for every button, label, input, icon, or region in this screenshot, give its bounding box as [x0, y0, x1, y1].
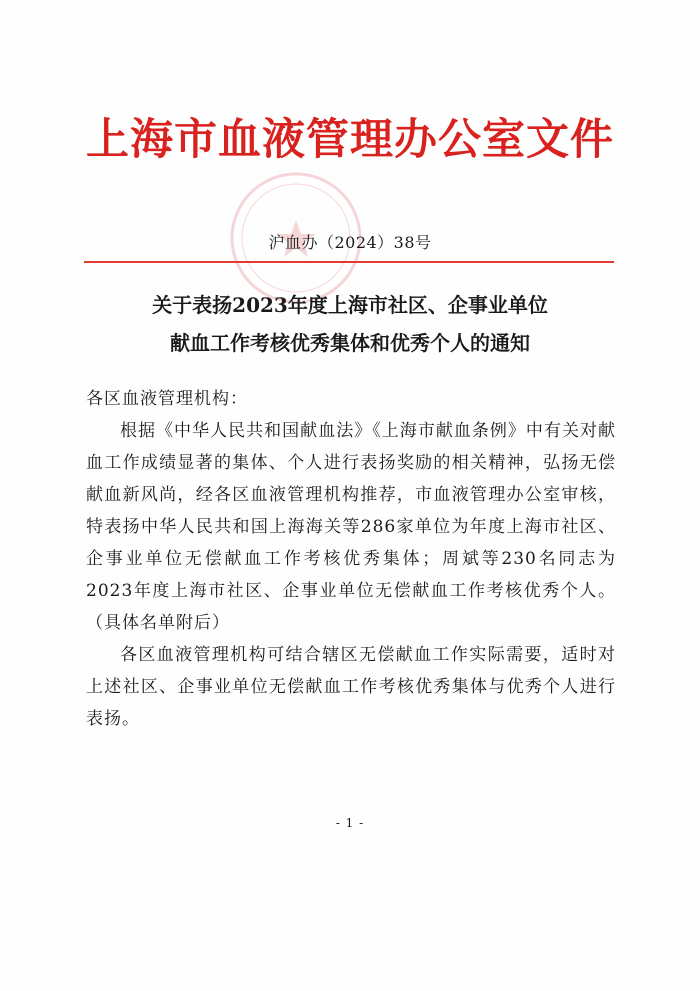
document-number: 沪血办（2024）38号	[268, 233, 432, 252]
notice-title-line-1: 关于表扬2023年度上海市社区、企事业单位	[152, 293, 548, 317]
document-header-title: 上海市血液管理办公室文件	[86, 115, 614, 165]
notice-title-line-2: 献血工作考核优秀集体和优秀个人的通知	[170, 331, 530, 355]
notice-body	[86, 383, 616, 735]
header-divider	[84, 261, 614, 263]
body-paragraph-1: 根据《中华人民共和国献血法》《上海市献血条例》中有关对献血工作成绩显著的集体、个人进行表扬奖励的相关精神，弘扬无偿献血新风尚，经各区血液管理机构推荐，市血液管理办公室审核，特表扬中华人民共和国上海海关等286家单位为年度上海市社区、企事业单位无偿献血工作考核优秀集体；周斌等230名同志为2023年度上海市社区、企事业单位无偿献血工作考核优秀个人。（具体名单附后）	[86, 421, 616, 633]
salutation: 各区血液管理机构：	[86, 389, 248, 409]
body-paragraph-2: 各区血液管理机构可结合辖区无偿献血工作实际需要，适时对上述社区、企事业单位无偿献血工作考核优秀集体与优秀个人进行表扬。	[86, 645, 616, 729]
notice-title	[0, 286, 700, 362]
page-number: - 1 -	[335, 816, 365, 830]
